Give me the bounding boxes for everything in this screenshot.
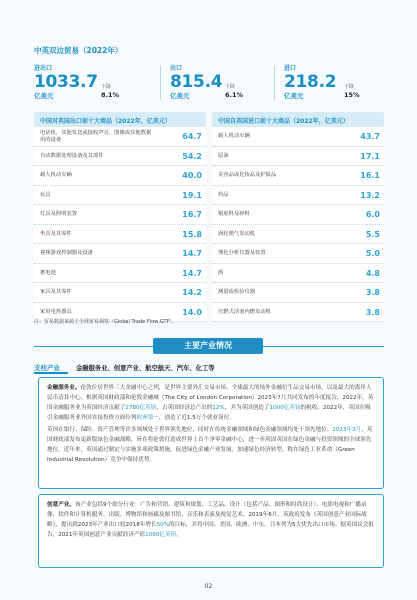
stat-label: 出口 — [170, 65, 183, 72]
table-row — [34, 127, 206, 147]
table-row — [34, 186, 206, 206]
table-row — [212, 244, 384, 264]
table-row — [34, 283, 206, 303]
highlight: 2780亿英镑 — [125, 405, 157, 411]
row-name: 家用电热器具 — [40, 308, 72, 315]
tab-underline — [34, 372, 68, 374]
text: 。 — [176, 532, 182, 538]
stat-value: 815.4 — [170, 72, 223, 92]
highlight: 12% — [212, 405, 225, 411]
row-value: 43.7 — [360, 132, 380, 141]
row-name: 药品 — [218, 191, 229, 198]
row-name: 载人机动车辆 — [218, 133, 250, 139]
stat-trend: 下降 — [101, 84, 112, 90]
row-value: 5.5 — [365, 229, 380, 239]
highlight: 1000亿英镑 — [269, 405, 301, 411]
row-name: 铜废料及碎料 — [218, 211, 250, 217]
stat-value: 218.2 — [284, 72, 337, 92]
finance-paragraph-2 — [47, 425, 375, 465]
text: 伦敦位居世界三大金融中心之列，是世界主要外汇交易市场、全球最大的场外金融衍生品交易市场，以及最大的离岸人民币清算中心。根据英国财政部和伦敦金融城（The City of London Corporation）2023年7月共同发布的年度报告，2022年，英国金融服务业为英国经济贡献了 — [47, 385, 374, 411]
row-value: 14.7 — [182, 268, 202, 278]
row-name: 玩具 — [40, 191, 51, 198]
export-table-title: 中国对英国出口前十大商品（2022年，亿美元） — [34, 112, 206, 127]
stat-unit: 亿美元 — [170, 92, 190, 100]
row-name: 视频游戏控制器及设备 — [40, 250, 93, 256]
table-row — [34, 225, 206, 245]
table-row — [34, 264, 206, 284]
text: ，占英国经济总产出的 — [156, 405, 213, 411]
stat-import — [284, 63, 394, 103]
row-value: 13.2 — [360, 190, 380, 200]
import-table — [212, 112, 384, 322]
row-name: 坐具及其零件 — [40, 230, 72, 237]
table-row — [212, 264, 384, 284]
row-name: 自动数据处理设备及其部件 — [40, 152, 104, 159]
text: ，并为英国创造了 — [224, 405, 270, 411]
row-value: 5.0 — [365, 249, 380, 258]
table-row — [212, 205, 384, 225]
table-row — [212, 166, 384, 186]
stat-value: 1033.7 — [34, 72, 98, 92]
table-row — [212, 127, 384, 147]
row-value: 17.1 — [360, 151, 380, 161]
stat-unit: 亿美元 — [34, 92, 54, 100]
pillar-industry-list: 金融服务业、创意产业、航空航天、汽车、化工等 — [76, 365, 215, 372]
import-table-title: 中国自英国进口前十大商品（2022年，亿美元） — [212, 112, 384, 127]
creative-label: 创意产业。 — [47, 502, 75, 508]
export-table — [34, 112, 206, 322]
row-name: 测量或检验仪器 — [218, 289, 256, 295]
table-row — [34, 205, 206, 225]
row-value: 6.0 — [365, 210, 380, 219]
row-value: 16.1 — [360, 171, 380, 180]
row-name: 酒 — [218, 269, 224, 276]
row-value: 14.7 — [182, 249, 202, 258]
row-name: 电话机，其他发送或接收声音、图像或其他数据用的设备 — [40, 130, 152, 143]
source-note: 注：贸易数据来源于全球贸易观察（Global Trade Flow,GTF）。 — [34, 319, 177, 325]
row-name: 原油 — [218, 152, 229, 159]
stat-pct: 15% — [344, 91, 360, 99]
pillar-industry-tab: 支柱产业 — [34, 364, 60, 372]
text: 的目标，并将中国、美国、欧洲、中东、日本列为5大优先出口市场。据英国议会报告，2021年英国创意产业贡献经济产值 — [47, 522, 374, 538]
trade-section-title: 中英双边贸易（2022年） — [34, 46, 123, 55]
stat-unit: 亿美元 — [284, 92, 304, 100]
stat-trend: 下降 — [225, 84, 236, 90]
highlight: 欧洲第一 — [136, 415, 159, 421]
trade-stats — [34, 63, 384, 103]
row-name: 家具及其零件 — [40, 289, 72, 295]
table-row — [212, 147, 384, 167]
row-name: 载人机动车辆 — [40, 172, 72, 178]
stat-label: 进口 — [284, 65, 297, 72]
finance-label: 金融服务业。 — [47, 385, 81, 391]
highlight: 2023年3月 — [332, 427, 362, 433]
table-row — [212, 186, 384, 206]
row-name: 涡轮喷气发动机 — [218, 230, 256, 237]
creative-paragraph — [47, 500, 375, 540]
table-row — [34, 244, 206, 264]
page-number: 02 — [204, 583, 213, 590]
row-name: 灯具及照明装置 — [40, 211, 78, 217]
text: 该产业包括9个细分行业：广告和营销、建筑和规划、工艺品、设计（包括产品、图形和时尚设计）、电影电视和广播录像、软件和计算机服务、出版、博物馆和画廊及图书馆、音乐和表演及视觉艺术。2019年6月，英政府发布《英国创意产业国际战略》，提出到2023年产业出口较2018年增长 — [47, 502, 367, 528]
finance-box — [38, 377, 384, 489]
row-name: 压燃式活塞内燃发动机 — [218, 308, 271, 315]
stat-pct: 6.1% — [225, 91, 244, 99]
highlight: 50% — [156, 522, 170, 528]
table-row — [34, 147, 206, 167]
table-row — [212, 225, 384, 245]
row-value: 3.8 — [365, 288, 380, 297]
table-row — [212, 283, 384, 303]
divider — [160, 66, 161, 100]
text: 的税收。2022年，英国在吸引金融服务业外国直接投资方面位列 — [47, 405, 371, 421]
row-value: 3.8 — [365, 307, 380, 317]
row-value: 64.7 — [182, 132, 202, 141]
stat-total — [34, 63, 144, 103]
row-value: 54.2 — [182, 151, 202, 161]
divider — [274, 66, 275, 100]
row-value: 15.8 — [182, 229, 202, 239]
row-value: 14.2 — [182, 288, 202, 297]
creative-box — [38, 494, 384, 568]
row-value: 19.1 — [182, 190, 202, 200]
text: ，创造了近1.5万个就业岗位。 — [158, 415, 235, 421]
stat-trend: 下降 — [344, 84, 355, 90]
row-name: 美容品或化妆品及护肤品 — [218, 172, 277, 178]
row-value: 4.8 — [365, 268, 380, 278]
row-name: 蓄电池 — [40, 269, 56, 276]
text: ，英国财政部发布更新版绿色金融战略，旨在将伦敦打造成世界上首个净零金融中心，进一步巩固英国在绿色金融与投资领域的全球领先地位。近年来，英国通过制定与实施多项政策措施，促进绿色金融产业发展，加速绿色经济转型，称在绿色工业革命（Green Industrial Revolution）竞争中保持优势。 — [47, 427, 373, 463]
text: 英国在银行、保险、资产管理等许多领域处于世界领先地位，同时在传统金融领域和绿色金融领域均处于领先地位。 — [47, 427, 333, 433]
row-value: 14.0 — [182, 307, 202, 317]
stat-pct: 8.1% — [101, 91, 120, 99]
industry-banner: 主要产业情况 — [153, 338, 263, 354]
table-row — [212, 303, 384, 323]
stat-export — [170, 63, 280, 103]
table-row — [34, 166, 206, 186]
row-value: 40.0 — [182, 171, 202, 180]
row-value: 16.7 — [182, 210, 202, 219]
finance-paragraph-1 — [47, 383, 375, 423]
highlight: 1090亿英镑 — [145, 532, 177, 538]
stat-label: 进出口 — [34, 65, 53, 72]
row-name: 理化分析仪器及装置 — [218, 250, 266, 256]
